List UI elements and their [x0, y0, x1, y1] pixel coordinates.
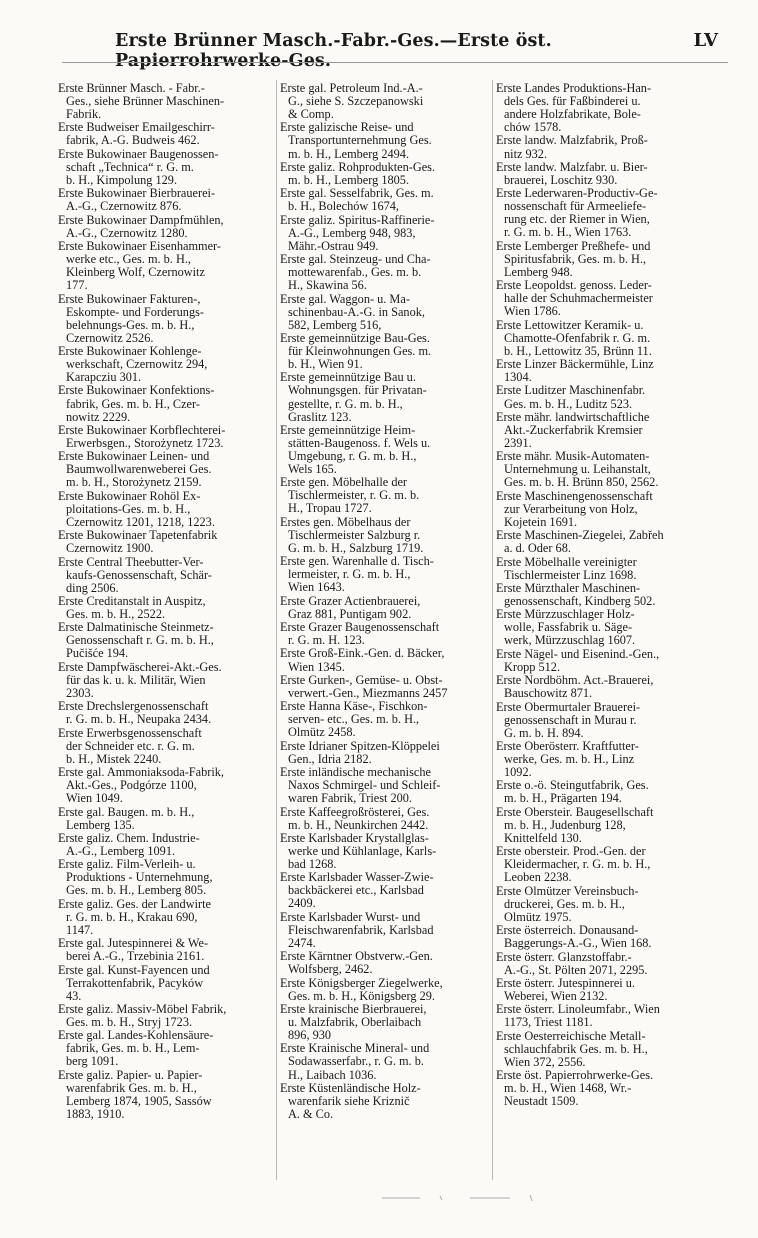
- directory-entry: Erste Mürzzuschlager Holz- wolle, Fassfabrik u. Säge- werk, Mürzzuschlag 1607.: [496, 607, 636, 648]
- directory-entry: Erste gal. Jutespinnerei & We- berei A.-G., Trzebinia 2161.: [58, 936, 209, 964]
- directory-entry: Erste Grazer Actienbrauerei, Graz 881, Puntigam 902.: [280, 593, 421, 621]
- directory-entry: Erste österr. Jutespinnerei u. Weberei, Wien 2132.: [496, 975, 635, 1003]
- directory-entry: Erste Karlsbader Wurst- und Fleischwarenfabrik, Karlsbad 2474.: [280, 909, 434, 950]
- directory-entry: Erste landw. Malzfabrik, Proß- nitz 932.: [496, 133, 648, 161]
- directory-entry: Erste Bukowinaer Baugenossen- schaft „Technica“ r. G. m. b. H., Kimpolung 129.: [58, 146, 219, 187]
- directory-entry: Erste Erwerbsgenossenschaft der Schneider etc. r. G. m. b. H., Mistek 2240.: [58, 725, 202, 766]
- directory-entry: Erste Olmützer Vereinsbuch- druckerei, Ges. m. b. H., Olmütz 1975.: [496, 883, 639, 924]
- directory-entry: Erste österr. Glanzstoffabr.- A.-G., St. Pölten 2071, 2295.: [496, 949, 648, 977]
- directory-entry: Erste Drechslergenossenschaft r. G. m. b. H., Neupaka 2434.: [58, 699, 212, 727]
- directory-entry: Erste Hanna Käse-, Fischkon- serven- etc., Ges. m. b. H., Olmütz 2458.: [280, 699, 428, 740]
- directory-entry: Erste gal. Waggon- u. Ma- schinenbau-A.-G. in Sanok, 582, Lemberg 516,: [280, 291, 425, 332]
- directory-entry: Erste Budweiser Emailgeschirr- fabrik, A.-G. Budweis 462.: [58, 120, 215, 148]
- directory-entry: Erste gemeinnützige Heim- stätten-Baugenoss. f. Wels u. Umgebung, r. G. m. b. H., Wels 165.: [280, 422, 431, 477]
- directory-entry: Erste o.-ö. Steingutfabrik, Ges. m. b. H., Prägarten 194.: [496, 778, 649, 806]
- directory-entry: Erste Luditzer Maschinenfabr. Ges. m. b. H., Luditz 523.: [496, 383, 646, 411]
- directory-entry: Erste Bukowinaer Kohlenge- werkschaft, Czernowitz 294, Karapcziu 301.: [58, 344, 208, 385]
- directory-entry: Erste gen. Möbelhalle der Tischlermeister, r. G. m. b. H., Tropau 1727.: [280, 475, 420, 516]
- directory-entry: Erste Kärntner Obstverw.-Gen. Wolfsberg, 2462.: [280, 949, 433, 977]
- directory-entry: Erste gal. Baugen. m. b. H., Lemberg 135.: [58, 804, 195, 832]
- print-noise-mark: [380, 1192, 550, 1204]
- directory-entry: Erste Obersteir. Baugesellschaft m. b. H., Judenburg 128, Knittelfeld 130.: [496, 804, 654, 845]
- directory-entry: Erste Dalmatinische Steinmetz- Genossenschaft r. G. m. b. H., Pučišće 194.: [58, 620, 214, 661]
- directory-entry: Erste landw. Malzfabr. u. Bier- brauerei, Loschitz 930.: [496, 159, 648, 187]
- directory-entry: Erste Möbelhalle vereinigter Tischlermeister Linz 1698.: [496, 554, 637, 582]
- directory-entry: Erste galiz. Chem. Industrie- A.-G., Lemberg 1091.: [58, 830, 200, 858]
- directory-entry: Erste galiz. Papier- u. Papier- warenfabrik Ges. m. b. H., Lemberg 1874, 1905, Sassów 1883, 1910.: [58, 1067, 212, 1121]
- directory-entry: Erste gal. Ammoniaksoda-Fabrik, Akt.-Ges., Podgórze 1100, Wien 1049.: [58, 765, 224, 806]
- directory-entry: Erste Bukowinaer Leinen- und Baumwollwarenweberei Ges. m. b. H., Storożynetz 2159.: [58, 449, 212, 490]
- column-3: [496, 82, 708, 1109]
- directory-entry: Erste Bukowinaer Korbflechterei- Erwerbsgen., Storożynetz 1723.: [58, 422, 226, 450]
- directory-entry: Erste krainische Bierbrauerei, u. Malzfabrik, Oberlaibach 896, 930: [280, 1002, 427, 1043]
- directory-entry: Erste Krainische Mineral- und Sodawasserfabr., r. G. m. b. H., Laibach 1036.: [280, 1041, 430, 1082]
- directory-entry: Erste galizische Reise- und Transportunternehmung Ges. m. b. H., Lemberg 2494.: [280, 120, 432, 161]
- directory-entry: Erste Mürzthaler Maschinen- genossenschaft, Kindberg 502.: [496, 580, 656, 608]
- directory-entry: Erste gal. Landes-Kohlensäure- fabrik, Ges. m. b. H., Lem- berg 1091.: [58, 1028, 214, 1069]
- directory-entry: Erste Bukowinaer Konfektions- fabrik, Ges. m. b. H., Czer- nowitz 2229.: [58, 383, 215, 424]
- directory-entry: Erste Lemberger Preßhefe- und Spiritusfabrik, Ges. m. b. H., Lemberg 948.: [496, 238, 651, 279]
- column-2: [280, 82, 490, 1121]
- directory-entry: Erste obersteir. Prod.-Gen. der Kleidermacher, r. G. m. b. H., Leoben 2238.: [496, 844, 651, 885]
- running-title: Erste Brünner Masch.-Fabr.-Ges.—Erste öst. Papierrohrwerke-Ges.: [115, 31, 552, 71]
- directory-entry: Erste Linzer Bäckermühle, Linz 1304.: [496, 357, 654, 385]
- page-header: [115, 30, 718, 71]
- directory-entry: Erste Küstenländische Holz- warenfarik siehe Kriznič A. & Co.: [280, 1080, 421, 1121]
- directory-entry: Erste Grazer Baugenossenschaft r. G. m. H. 123.: [280, 620, 440, 648]
- directory-entry: Erste gal. Petroleum Ind.-A.- G., siehe S. Szczepanowski & Comp.: [280, 81, 424, 122]
- directory-entry: Erste Obermurtaler Brauerei- genossenschaft in Murau r. G. m. b. H. 894.: [496, 699, 641, 740]
- directory-entry: Erste Oberösterr. Kraftfutter- werke, Ges. m. b. H., Linz 1092.: [496, 738, 639, 780]
- directory-entry: Erste österr. Linoleumfabr., Wien 1173, Triest 1181.: [496, 1002, 660, 1030]
- directory-entry: Erste gen. Warenhalle d. Tisch- lermeister, r. G. m. b. H., Wien 1643.: [280, 554, 434, 595]
- directory-entry: Erstes gen. Möbelhaus der Tischlermeister Salzburg r. G. m. b. H., Salzburg 1719.: [280, 514, 424, 555]
- directory-entry: Erste Königsberger Ziegelwerke, Ges. m. b. H., Königsberg 29.: [280, 975, 443, 1003]
- directory-entry: Erste Nordböhm. Act.-Brauerei, Bauschowitz 871.: [496, 673, 654, 701]
- directory-entry: Erste galiz. Spiritus-Raffinerie- A.-G., Lemberg 948, 983, Mähr.-Ostrau 949.: [280, 212, 435, 253]
- directory-entry: Erste Landes Produktions-Han- dels Ges. für Faßbinderei u. andere Holzfabrikate, Bole- chów 1578.: [496, 81, 652, 135]
- directory-entry: Erste Maschinengenossenschaft zur Verarbeitung von Holz, Kojetein 1691.: [496, 488, 653, 529]
- column-divider: [276, 80, 277, 1180]
- directory-entry: Erste gemeinnützige Bau-Ges. für Kleinwohnungen Ges. m. b. H., Wien 91.: [280, 330, 432, 372]
- directory-entry: Erste galiz. Ges. der Landwirte r. G. m. b. H., Krakau 690, 1147.: [58, 896, 211, 937]
- directory-entry: Erste Leopoldst. genoss. Leder- halle der Schuhmachermeister Wien 1786.: [496, 278, 653, 319]
- directory-entry: Erste Gurken-, Gemüse- u. Obst- verwert.-Gen., Miezmanns 2457: [280, 672, 448, 700]
- directory-entry: Erste Bukowinaer Eisenhammer- werke etc., Ges. m. b. H., Kleinberg Wolf, Czernowitz 177.: [58, 239, 221, 293]
- directory-entry: Erste mähr. Musik-Automaten- Unternehmung u. Leihanstalt, Ges. m. b. H. Brünn 850, 2562.: [496, 449, 659, 490]
- directory-entry: Erste gal. Sesselfabrik, Ges. m. b. H., Bolechów 1674,: [280, 186, 434, 214]
- directory-entry: Erste Bukowinaer Bierbrauerei- A.-G., Czernowitz 876.: [58, 186, 216, 214]
- directory-entry: Erste mähr. landwirtschaftliche Akt.-Zuckerfabrik Kremsier 2391.: [496, 409, 650, 450]
- directory-entry: Erste Lederwaren-Productiv-Ge- nossenschaft für Armeeliefe- rung etc. der Riemer in Wien, r. G. m. b. H., Wien 1763.: [496, 186, 658, 240]
- directory-entry: Erste galiz. Film-Verleih- u. Produktions - Unternehmung, Ges. m. b. H., Lemberg 805.: [58, 857, 213, 898]
- directory-entry: Erste gal. Steinzeug- und Cha- mottewarenfab., Ges. m. b. H., Skawina 56.: [280, 252, 431, 293]
- directory-entry: Erste galiz. Massiv-Möbel Fabrik, Ges. m. b. H., Stryj 1723.: [58, 1002, 227, 1030]
- directory-entry: Erste Dampfwäscherei-Akt.-Ges. für das k. u. k. Militär, Wien 2303.: [58, 659, 222, 700]
- header-rule: [62, 62, 728, 63]
- directory-entry: Erste Bukowinaer Tapetenfabrik Czernowitz 1900.: [58, 528, 218, 556]
- column-divider: [492, 80, 493, 1180]
- directory-entry: Erste galiz. Rohprodukten-Ges. m. b. H., Lemberg 1805.: [280, 159, 436, 187]
- directory-entry: Erste Bukowinaer Rohöl Ex- ploitations-Ges. m. b. H., Czernowitz 1201, 1218, 1223.: [58, 488, 215, 529]
- directory-entry: Erste Kaffeegroßrösterei, Ges. m. b. H., Neunkirchen 2442.: [280, 804, 430, 832]
- directory-entry: Erste Oesterreichische Metall- schlauchfabrik Ges. m. b. H., Wien 372, 2556.: [496, 1028, 648, 1069]
- directory-entry: Erste Bukowinaer Dampfmühlen, A.-G., Czernowitz 1280.: [58, 212, 224, 240]
- directory-entry: Erste Groß-Eink.-Gen. d. Bäcker, Wien 1345.: [280, 646, 445, 674]
- directory-entry: Erste Idrianer Spitzen-Klöppelei Gen., Idria 2182.: [280, 738, 440, 766]
- directory-entry: Erste Maschinen-Ziegelei, Zabřeh a. d. Oder 68.: [496, 528, 664, 556]
- column-1: [58, 82, 274, 1121]
- directory-entry: Erste Karlsbader Krystallglas- werke und Kühlanlage, Karls- bad 1268.: [280, 830, 437, 871]
- directory-entry: Erste Creditanstalt in Auspitz, Ges. m. b. H., 2522.: [58, 593, 206, 622]
- directory-entry: Erste Lettowitzer Keramik- u. Chamotte-Ofenfabrik r. G. m. b. H., Lettowitz 35, Brünn 11.: [496, 317, 652, 358]
- directory-entry: Erste österreich. Donausand- Baggerungs-A.-G., Wien 168.: [496, 923, 652, 951]
- directory-entry: Erste Nägel- und Eisenind.-Gen., Kropp 512.: [496, 646, 660, 674]
- directory-entry: Erste gemeinnützige Bau u. Wohnungsgen. für Privatan- gestellte, r. G. m. b. H., Graslitz 123.: [280, 370, 427, 424]
- directory-entry: Erste gal. Kunst-Fayencen und Terrakottenfabrik, Pacyków 43.: [58, 962, 210, 1003]
- page-number: LV: [693, 30, 718, 51]
- directory-entry: Erste Karlsbader Wasser-Zwie- backbäckerei etc., Karlsbad 2409.: [280, 870, 434, 911]
- directory-entry: Erste inländische mechanische Naxos Schmirgel- und Schleif- waren Fabrik, Triest 200.: [280, 765, 441, 806]
- directory-entry: Erste Brünner Masch. - Fabr.- Ges., siehe Brünner Maschinen- Fabrik.: [58, 81, 225, 122]
- directory-entry: Erste Bukowinaer Fakturen-, Eskompte- und Forderungs- belehnungs-Ges. m. b. H., Czernowitz 2526.: [58, 291, 204, 345]
- directory-entry: Erste öst. Papierrohrwerke-Ges. m. b. H., Wien 1468, Wr.- Neustadt 1509.: [496, 1068, 654, 1109]
- directory-entry: Erste Central Theebutter-Ver- kaufs-Genossenschaft, Schär- ding 2506.: [58, 554, 212, 595]
